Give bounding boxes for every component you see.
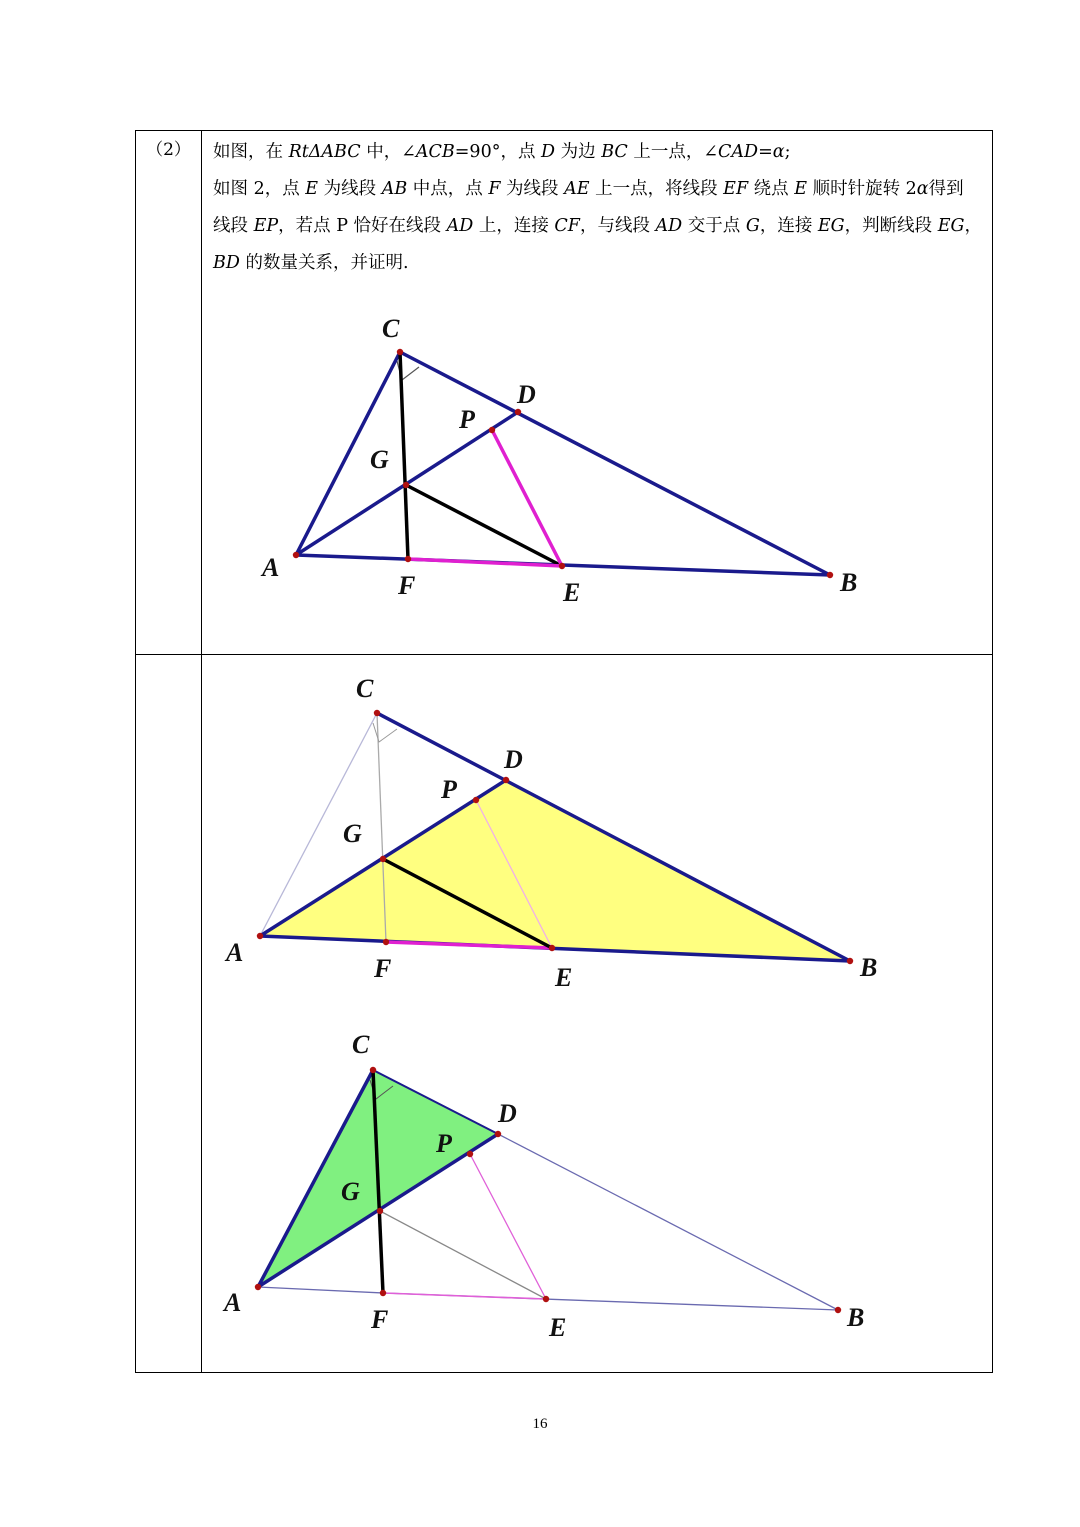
point-c [374,710,380,716]
point-a [255,1284,261,1290]
label-a: A [226,938,244,967]
table-row [136,655,993,1373]
label-b: B [847,1303,865,1332]
label-b: B [860,953,878,982]
point-b [835,1307,841,1313]
label-d: D [504,745,523,774]
right-angle-mark-2 [373,723,397,742]
segment-cf [400,352,408,559]
faint-af [258,1287,383,1293]
segment-pe [492,430,562,566]
figure-1 [202,282,992,622]
point-f [405,556,411,562]
faint-ge [380,1211,546,1299]
label-e: E [555,963,573,992]
point-c [397,349,403,355]
label-g: G [343,819,362,848]
problem-line-3: 线段 EP，若点 P 恰好在线段 AD 上，连接 CF，与线段 AD 交于点 G，连接 EG，判断线段 EG， [213,216,982,236]
point-a [293,552,299,558]
label-a: A [224,1288,242,1317]
point-g [377,1208,383,1214]
label-f: F [398,571,416,600]
faint-fe [383,1293,546,1299]
problem-line-2: 如图 2，点 E 为线段 AB 中点，点 F 为线段 AE 上一点，将线段 EF 绕点 E 顺时针旋转 2α得到 [213,179,964,199]
point-g [380,856,386,862]
problem-statement [202,131,992,282]
point-p [473,797,479,803]
table-row [136,131,993,655]
point-g [403,482,409,488]
problem-content [202,131,993,655]
point-p [467,1151,473,1157]
page-number: 16 [532,1416,548,1432]
figures-cell [202,655,993,1373]
label-a: A [262,553,280,582]
label-c: C [382,314,400,343]
label-p: P [441,775,457,804]
point-e [543,1296,549,1302]
point-a [257,933,263,939]
label-g: G [341,1177,360,1206]
point-d [503,777,509,783]
faint-pe [470,1154,546,1299]
label-d: D [498,1099,517,1128]
point-c [370,1067,376,1073]
label-d: D [517,380,536,409]
empty-label-cell [136,655,202,1373]
label-e: E [563,578,581,607]
faint-db [498,1134,838,1310]
label-g: G [370,445,389,474]
label-f: F [371,1305,389,1334]
problem-number: （2） [136,131,202,655]
label-c: C [352,1030,370,1059]
label-b: B [840,568,858,597]
point-d [495,1131,501,1137]
point-b [827,572,833,578]
point-p [489,427,495,433]
point-f [380,1290,386,1296]
label-c: C [356,674,374,703]
problem-table [135,130,993,1373]
label-f: F [374,954,392,983]
segment-ge [406,485,562,566]
label-p: P [436,1129,452,1158]
point-e [559,563,565,569]
point-e [549,945,555,951]
figures-2-3 [202,655,992,1372]
point-b [847,958,853,964]
label-p: P [459,405,475,434]
problem-line-4: BD 的数量关系，并证明. [213,253,409,273]
problem-line-1: 如图，在 RtΔABC 中，∠ACB=90°，点 D 为边 BC 上一点，∠CAD=α; [213,142,791,162]
label-e: E [549,1313,567,1342]
point-d [515,409,521,415]
point-f [383,939,389,945]
